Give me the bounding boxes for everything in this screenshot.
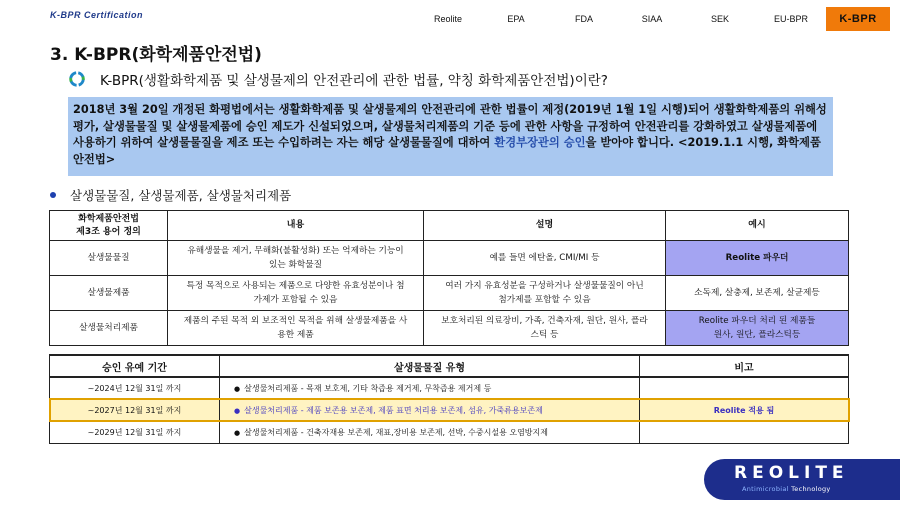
table-row [50,421,849,443]
tab-k-bpr[interactable]: K-BPR [826,7,890,31]
tab-epa[interactable]: EPA [507,14,525,24]
intro-text-part2: 을 받아야 합니다. <2019.1.1 시행, 화학제품안전법> [73,136,821,167]
bullet-icon: ● [234,428,241,437]
section-heading-text: 살생물물질, 살생물제품, 살생물처리제품 [70,188,292,203]
cell-note [640,377,849,399]
table-row [50,276,849,311]
tab-reolite[interactable]: Reolite [433,14,462,24]
cell-description: 보호처리된 의료장비, 가족, 건축자재, 원단, 원사, 플라 스틱 등 [424,311,666,346]
table-row [50,241,849,276]
cell-example: Reolite 파우더 [666,241,849,276]
header-content: 내용 [168,211,424,241]
cell-description: 여러 가지 유효성분을 구성하거나 살생물물질이 아닌 첨가제를 포함할 수 있음 [424,276,666,311]
cell-type-text: 살생물처리제품 - 제품 보존용 보존제, 제품 표면 처리용 보존제, 섬유, 가죽류용보존제 [244,405,543,415]
cell-content: 유해생물을 제거, 무해화(불활성화) 또는 억제하는 기능이 있는 화학물질 [168,241,424,276]
table-row [50,377,849,399]
table-header-row [50,355,849,377]
bullet-icon: ● [234,406,241,415]
reolite-logo [704,459,900,500]
cell-term: 살생물제품 [50,276,168,311]
tab-fda[interactable]: FDA [575,14,593,24]
question-text: K-BPR(생활화학제품 및 살생물제의 안전관리에 관한 법률, 약칭 화학제품안전법)이란? [100,73,608,89]
header-description: 설명 [424,211,666,241]
cell-term: 살생물물질 [50,241,168,276]
cell-period: ~2024년 12월 31일 까지 [50,377,220,399]
header-note: 비고 [640,355,849,377]
cell-type [220,421,640,443]
header-term: 화학제품안전법 제3조 용어 정의 [50,211,168,241]
cell-description: 예를 들면 에탄올, CMI/MI 등 [424,241,666,276]
page-title: 3. K-BPR(화학제품안전법) [50,45,262,65]
top-nav [0,7,900,31]
cell-type [220,399,640,421]
cell-example: Reolite 파우더 처리 된 제품들 원사, 원단, 플라스틱등 [666,311,849,346]
section-heading [50,186,291,204]
logo-word: REOLITE [734,463,849,483]
cell-type-text: 살생물처리제품 - 목재 보호제, 기타 착즙용 제거제, 무착즙용 제거제 등 [244,383,492,393]
intro-text-part1: 2018년 3월 20일 개정된 화평법에서는 생활화학제품 및 살생물제의 안전관리에 관한 법률이 제정(2019년 1월 1일 시행)되어 생활화학제품의 위해성평가, 살생물물질 및 살생물제품에 승인 제도가 신설되었으며, 살생물처리제품의 기준 등에 관한 사항을 규정하여 안전관리를 강화하였고 살생물제품에 사용하기 위하여 살생물물질을 제조 또는 수입하려는 자는 해당 살생물물질에 대하여 [73,103,827,150]
logo-tagline-rest: Technology [791,485,831,493]
cell-period: ~2029년 12월 31일 까지 [50,421,220,443]
definitions-table [49,210,849,346]
brand-title: K-BPR Certification [50,10,144,20]
question-heading [68,68,608,90]
cell-type [220,377,640,399]
intro-highlight: 환경부장관의 승인 [494,136,586,150]
bullet-icon: ● [234,384,241,393]
header-example: 예시 [666,211,849,241]
cell-note [640,421,849,443]
table-header-row [50,211,849,241]
grace-period-table [49,354,849,444]
header-type: 살생물물질 유형 [220,355,640,377]
cell-content: 제품의 주된 목적 외 보조적인 목적을 위해 살생물제품을 사 용한 제품 [168,311,424,346]
cell-note: Reolite 적용 됨 [640,399,849,421]
ring-icon [68,70,86,88]
intro-box [68,97,833,176]
cell-period: ~2027년 12월 31일 까지 [50,399,220,421]
logo-tagline-accent: Antimicrobial [742,485,789,493]
cell-type-text: 살생물처리제품 - 건축자재용 보존제, 재표,장비용 보존제, 선박, 수중시설용 오염방지제 [244,427,548,437]
tab-siaa[interactable]: SIAA [641,14,663,24]
cell-content: 특정 목적으로 사용되는 제품으로 다양한 유효성분이나 첨 가제가 포함될 수 있음 [168,276,424,311]
tab-sek[interactable]: SEK [710,14,729,24]
cell-term: 살생물처리제품 [50,311,168,346]
cell-example: 소독제, 살충제, 보존제, 살균제등 [666,276,849,311]
tab-eu-bpr[interactable]: EU-BPR [773,14,808,24]
header-period: 승인 유예 기간 [50,355,220,377]
table-row [50,311,849,346]
table-row-highlighted [50,399,849,421]
logo-tagline [742,485,831,493]
bullet-icon [50,192,56,198]
